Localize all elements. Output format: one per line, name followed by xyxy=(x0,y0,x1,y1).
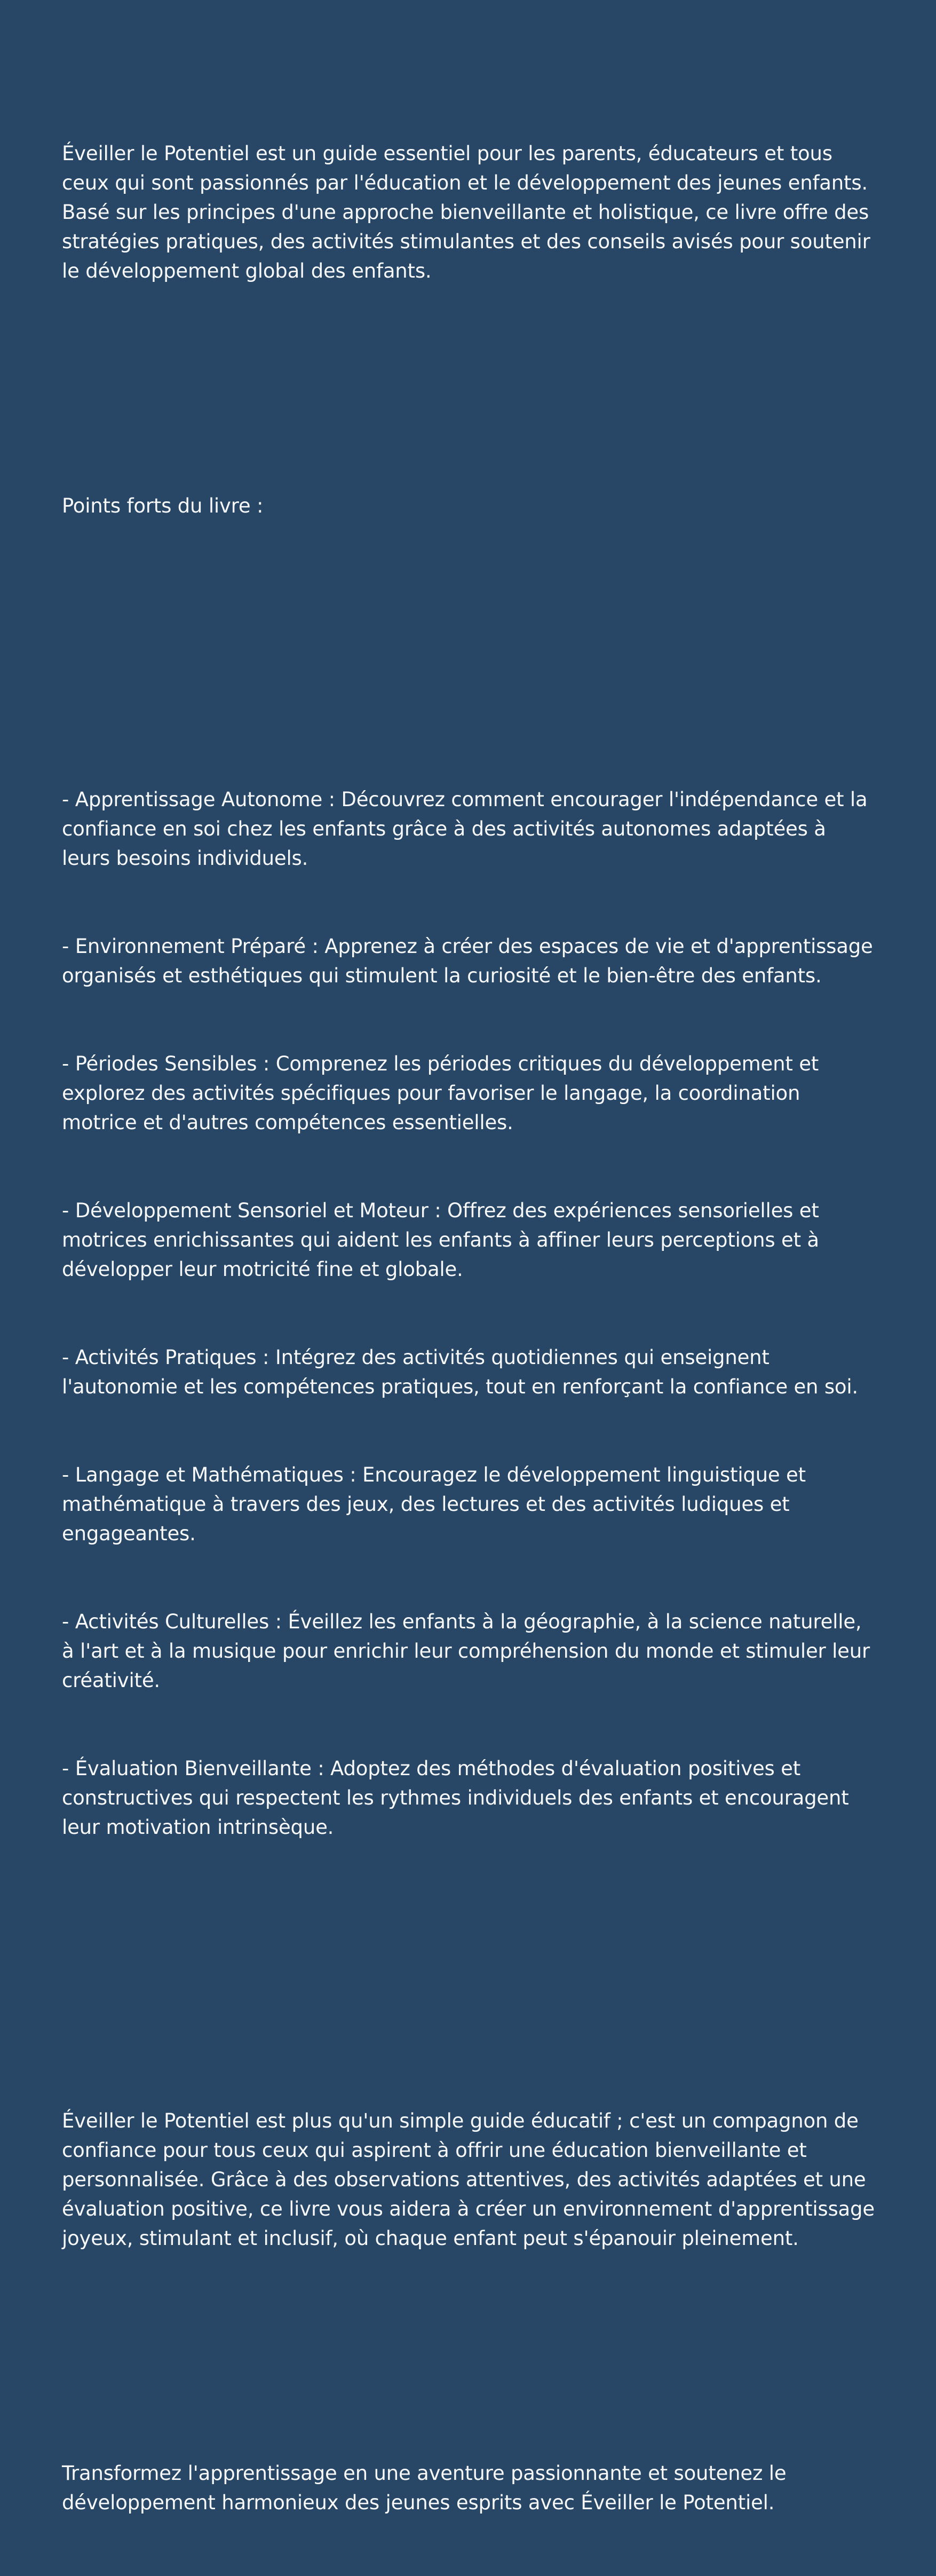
highlights-heading: Points forts du livre : xyxy=(62,494,264,517)
highlight-item-prepared-environment: - Environnement Préparé : Apprenez à créer des espaces de vie et d'apprentissage organisés et esthétiques qui stimulent la curiosité et le bien-être des enfants. xyxy=(62,935,879,987)
paragraph-spacer xyxy=(62,1989,876,2018)
highlight-item-practical-activities: - Activités Pratiques : Intégrez des activités quotidiennes qui enseignent l'autonomie et les compétences pratiques, tout en renforçant la confiance en soi. xyxy=(62,1346,858,1398)
paragraph-spacer xyxy=(62,609,876,638)
highlight-item-language-math: - Langage et Mathématiques : Encouragez le développement linguistique et mathématique à travers des jeux, des lectures et des activités ludiques et engageantes. xyxy=(62,1463,812,1545)
highlights-list xyxy=(62,726,879,1901)
closing-paragraph: Transformez l'apprentissage en une aventure passionnante et soutenez le développement harmonieux des jeunes esprits avec Éveiller le Potentiel. xyxy=(62,2462,792,2514)
paragraph-spacer xyxy=(62,2341,876,2370)
highlight-item-cultural-activities: - Activités Culturelles : Éveillez les enfants à la géographie, à la science naturelle, à l'art et à la musique pour enrichir leur compréhension du monde et stimuler leur créativité. xyxy=(62,1610,876,1692)
highlight-item-sensory-motor-development: - Développement Sensoriel et Moteur : Offrez des expériences sensorielles et motrices enrichissantes qui aident les enfants à affiner leurs perceptions et à développer leur motricité fine et globale. xyxy=(62,1199,826,1281)
intro-paragraph: Éveiller le Potentiel est un guide essentiel pour les parents, éducateurs et tous ceux qui sont passionnés par l'éducation et le développement des jeunes enfants. Basé sur les principes d'une approche bienveillante et holistique, ce livre offre des stratégies pratiques, des activités stimulantes et des conseils avisés pour soutenir le développement global des enfants. xyxy=(62,142,877,282)
highlight-item-benevolent-evaluation: - Évaluation Bienveillante : Adoptez des méthodes d'évaluation positives et constructives qui respectent les rythmes individuels des enfants et encouragent leur motivation intrinsèque. xyxy=(62,1757,855,1839)
book-description-text xyxy=(62,80,881,2576)
paragraph-spacer xyxy=(62,374,876,403)
conclusion-paragraph: Éveiller le Potentiel est plus qu'un simple guide éducatif ; c'est un compagnon de confiance pour tous ceux qui aspirent à offrir une éducation bienveillante et personnalisée. Grâce à des observations attentives, des activités adaptées et une évaluation positive, ce livre vous aidera à créer un environnement d'apprentissage joyeux, stimulant et inclusif, où chaque enfant peut s'épanouir pleinement. xyxy=(62,2109,881,2250)
highlight-item-sensitive-periods: - Périodes Sensibles : Comprenez les périodes critiques du développement et explorez des activités spécifiques pour favoriser le langage, la coordination motrice et d'autres compétences essentielles. xyxy=(62,1052,825,1134)
highlight-item-autonomous-learning: - Apprentissage Autonome : Découvrez comment encourager l'indépendance et la confiance en soi chez les enfants grâce à des activités autonomes adaptées à leurs besoins individuels. xyxy=(62,788,874,870)
